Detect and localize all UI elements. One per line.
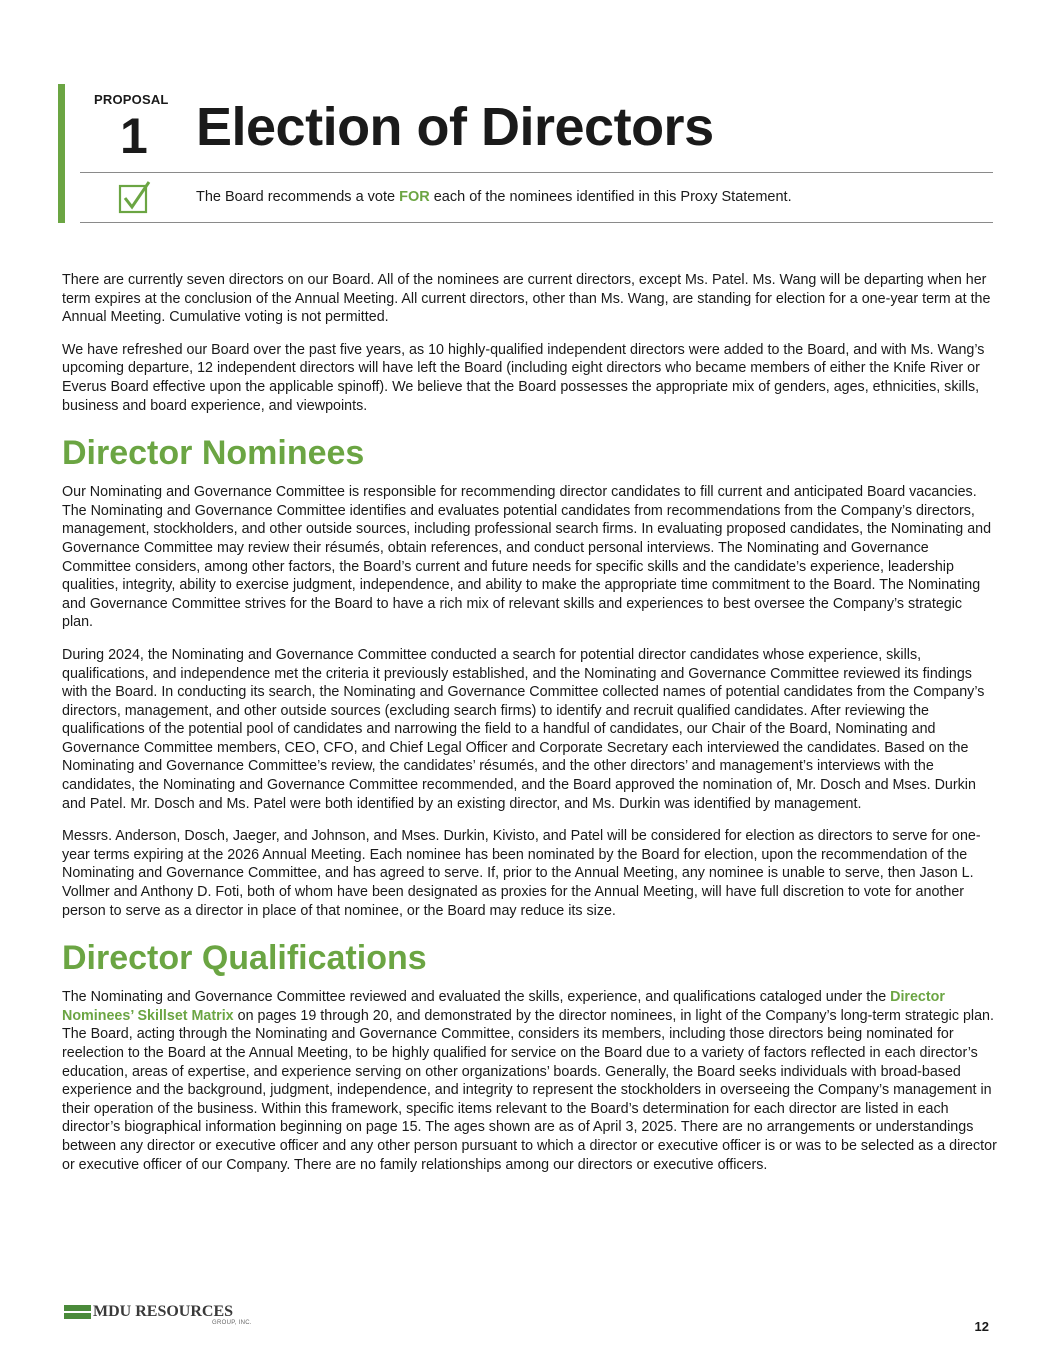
vote-for-label: FOR (399, 189, 430, 205)
nominees-paragraph: During 2024, the Nominating and Governance Committee conducted a search for potential director candidates whose experience, skills, qualifications, and independence met the criteria it previously established, and the Nominating and Governance Committee reviewed its findings with the Board. In conducting its search, the Nominating and Governance Committee collected names of potential candidates from the Company’s directors, management, and other outside sources (excluding search firms) to identify and recruit qualified candidates. After reviewing the qualifications of the potential pool of candidates and narrowing the field to a handful of candidates, our Chair of the Board, Nominating and Governance Committee members, CEO, CFO, and Chief Legal Officer and Corporate Secretary each interviewed the candidates. Based on the Nominating and Governance Committee’s review, the candidates’ résumés, and the other directors’ and management’s interviews with the candidates, the Nominating and Governance Committee recommended, and the Board approved the nomination of, Mr. Dosch and Mses. Durkin and Patel. Mr. Dosch and Ms. Patel were both identified by an existing director, and Ms. Durkin was identified by management. (62, 646, 985, 812)
section-heading-qualifications: Director Qualifications (62, 939, 427, 978)
checkbox-check-icon (118, 180, 152, 214)
qualifications-text: The Nominating and Governance Committee reviewed and evaluated the skills, experience, and qualifications cataloged under the (62, 989, 891, 1006)
intro-paragraph: There are currently seven directors on our Board. All of the nominees are current directors, except Ms. Patel. Ms. Wang will be departing when her term expires at the conclusion of the Annual Meeting. All current directors, other than Ms. Wang, are standing for election for a one-year term at the Annual Meeting. Cumulative voting is not permitted. (62, 272, 991, 326)
intro-paragraph: We have refreshed our Board over the past five years, as 10 highly-qualified independent directors were added to the Board, and with Ms. Wang’s upcoming departure, 12 independent directors will have left the Board (including eight directors who became members of either the Knife River or Everus Board effective upon the applicable spinoff). We believe that the Board possesses the appropriate mix of genders, ages, ethnicities, skills, business and board experience, and viewpoints. (62, 341, 985, 414)
logo-mark-icon (64, 1305, 91, 1319)
logo-subtext: GROUP, INC. (212, 1320, 252, 1326)
board-recommendation (196, 188, 792, 206)
logo-text: MDU RESOURCES (93, 1303, 234, 1320)
section-heading-nominees: Director Nominees (62, 434, 365, 473)
divider (80, 172, 993, 173)
nominees-paragraph: Messrs. Anderson, Dosch, Jaeger, and Johnson, and Mses. Durkin, Kivisto, and Patel will be considered for election as directors to serve for one-year terms expiring at the 2026 Annual Meeting. Each nominee has been nominated by the Board for election, upon the recommendation of the Nominating and Governance Committee, and has agreed to serve. If, prior to the Annual Meeting, any nominee is unable to serve, then Jason L. Vollmer and Anthony D. Foti, both of whom have been designated as proxies for the Annual Meeting, will have full discretion to vote for another person to serve as a director in place of that nominee, or the Board may reduce its size. (62, 828, 981, 919)
accent-bar (58, 84, 65, 223)
recommendation-text: each of the nominees identified in this Proxy Statement. (429, 189, 792, 205)
proposal-label: PROPOSAL (94, 92, 169, 107)
qualifications-paragraph (62, 988, 997, 1174)
page-title: Election of Directors (196, 97, 714, 157)
qualifications-text: on pages 19 through 20, and demonstrated by the director nominees, in light of the Company’s long-term strategic plan. The Board, acting through the Nominating and Governance Committee, considers its members, including those directors being nominated for reelection to the Board at the Annual Meeting, to be highly qualified for service on the Board due to a variety of factors reflected in each director’s education, areas of expertise, and experience serving on other organizations’ boards. Generally, the Board seeks individuals with broad-based experience and the background, judgment, independence, and integrity to represent the stockholders in overseeing the Company’s management in their operation of the business. Within this framework, specific items relevant to the Board’s determination for each director are listed in each director’s biographical information beginning on page 15. The ages shown are as of April 3, 2025. There are no arrangements or understandings between any director or executive officer and any other person pursuant to which a director or executive officer is or was to be selected as a director or executive officer of our Company. There are no family relationships among our directors or executive officers. (62, 1007, 997, 1173)
nominees-paragraph: Our Nominating and Governance Committee is responsible for recommending director candidates to fill current and anticipated Board vacancies. The Nominating and Governance Committee identifies and evaluates potential candidates from recommendations from the Company’s directors, management, stockholders, and other outside sources, including professional search firms. In evaluating proposed candidates, the Nominating and Governance Committee may review their résumés, obtain references, and conduct personal interviews. The Nominating and Governance Committee considers, among other factors, the Board’s current and future needs for specific skills and the candidate’s experience, leadership qualities, integrity, ability to exercise judgment, independence, and ability to make the appropriate time commitment to the Board. The Nominating and Governance Committee strives for the Board to have a rich mix of relevant skills and experiences to best oversee the Company’s strategic plan. (62, 484, 992, 631)
divider (80, 222, 993, 223)
page-number: 12 (974, 1319, 989, 1334)
recommendation-text: The Board recommends a vote (196, 189, 400, 205)
proposal-number: 1 (120, 108, 148, 164)
skillset-matrix-link[interactable]: Director Nominees’ Skillset Matrix (62, 989, 945, 1024)
main-content (62, 271, 997, 1188)
